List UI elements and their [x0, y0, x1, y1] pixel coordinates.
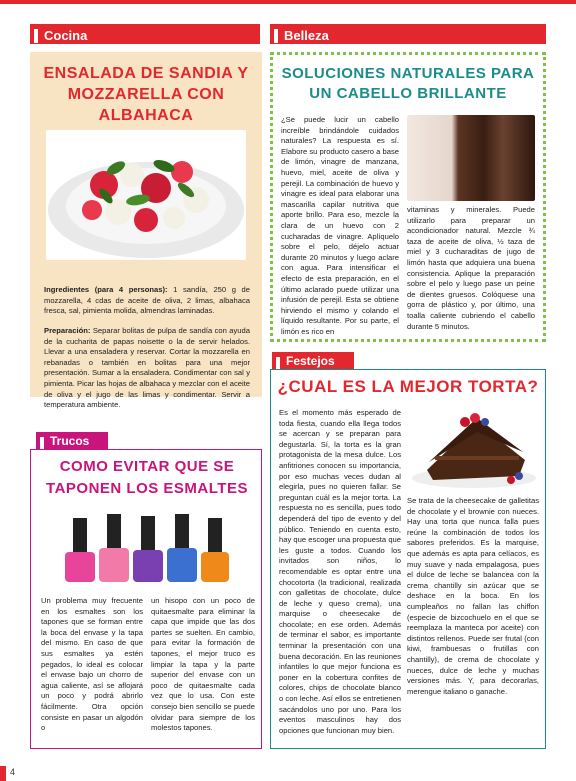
page-number-marker — [0, 766, 6, 781]
esmaltes-article — [30, 449, 262, 749]
section-label-cocina: Cocina — [44, 28, 88, 43]
cake-image — [407, 402, 541, 490]
nail-polish-image — [61, 508, 233, 586]
ingredients-text: 1 sandía, 250 g de mozzarella, 4 cdas de aceite de oliva, 2 limas, albahaca fresca, sal, pimienta molida, almendras laminadas. — [44, 285, 250, 316]
ensalada-ingredients — [44, 285, 250, 317]
cabello-col2: vitaminas y minerales. Puede utilizarlo para preparar un acondicionador natural. Mezcle ¾ taza de aceite de oliva, ½ taza de miel y 3 cucharaditas de jugo de limón hasta que adquiera una buena consistencia. Aplique la preparación sobre el pelo y luego pase un peine de dientes gruesos. Colóquese una gorra de plástico y, por último, una toalla caliente cubriendo el cabello durante 5 minutos. — [407, 205, 535, 331]
section-tab-belleza — [270, 24, 546, 44]
esmaltes-title: COMO EVITAR QUE SE TAPONEN LOS ESMALTES — [46, 458, 248, 497]
section-label-trucos: Trucos — [50, 434, 90, 448]
section-tab-cocina — [30, 24, 260, 44]
prep-label: Preparación: — [44, 326, 91, 335]
page-number: 4 — [10, 767, 16, 777]
section-tab-festejos — [272, 352, 354, 370]
cabello-title: SOLUCIONES NATURALES PARA UN CABELLO BRILLANTE — [281, 65, 535, 102]
section-label-belleza: Belleza — [284, 28, 329, 43]
page-number-bar — [0, 766, 576, 781]
torta-col2: Se trata de la cheesecake de galletitas de chocolate y el brownie con nueces. Hay una torta que nunca falla pues reúne la combinación de todos los sabores preferidos. Es la marquise, que además es apta para celíacos, es muy suave y nada empalagosa, pues el dulce de leche se balancea con la crema chantilly sin azúcar que se deshace en la boca. En los cumpleaños no fallan las chiffon (especie de bizcochuelo en el que se reemplaza la manteca por aceite) con distintos rellenos. Puede ser frutal (con kiwi, frambuesas o frutillas con chantilly), de crema de chocolate y nueces, dulce de leche y muchas versiones más. Y, para decorarlas, merengue italiano o ganache. — [407, 496, 539, 696]
ensalada-article — [30, 52, 262, 410]
esmaltes-col2: un hisopo con un poco de quitaesmalte para eliminar la capa que impide que las dos partes se suelten. En cambio, para evitar la formación de tapones, el mejor truco es limpiar la tapa y la parte superior del envase con un poco de quitaesmalte cada vez que lo usa. Con este consejo bien sencillo se puede olvidar para siempre de los molestos tapones. — [151, 596, 255, 733]
ensalada-preparation — [44, 326, 250, 411]
torta-title: ¿CUAL ES LA MEJOR TORTA? — [277, 377, 539, 396]
esmaltes-col1: Un problema muy frecuente en los esmaltes son los tapones que se forman entre la boca del envase y la tapa del mismo. En caso de que sus esmaltes ya estén pegados, lo ideal es colocar el envase bajo un chorro de agua caliente, así se aflojará un poco y podrá abrirlo fácilmente. Otra opción consiste en pasar un algodón o — [41, 596, 143, 733]
section-label-festejos: Festejos — [286, 354, 335, 368]
ingredients-label: Ingredientes (para 4 personas): — [44, 285, 168, 294]
ensalada-title: ENSALADA DE SANDIA Y MOZZARELLA CON ALBAHACA — [43, 65, 249, 124]
hair-image — [407, 115, 535, 201]
torta-article — [270, 369, 546, 749]
salad-plate-illustration — [46, 130, 246, 260]
prep-text: Separar bolitas de pulpa de sandía con ayuda de la cucharita de papas noisette o la de servir helados. Llevar a una ensaladera y reservar. Cortar la mozzarella en rebanadas o también en bolitas para una mejor presentación. Sumar a la ensaladera. Condimentar con sal y pimienta. Picar las hojas de albahaca y mezclar con el aceite de oliva y el jugo de las limas y condimentar. Servir a temperatura ambiente. — [44, 326, 250, 410]
cake-illustration — [407, 402, 541, 490]
cabello-article — [270, 52, 546, 342]
cabello-col1: ¿Se puede lucir un cabello increíble brindándole cuidados naturales? La respuesta es sí. Elabore su producto casero a base de limón, vinagre de manzana, huevo, miel, aceite de oliva y perejil. La combinación de huevo y vinagre es ideal para elaborar una mascarilla capilar nutritiva que aporte brillo. Para eso, mezcle la clara de un huevo con 2 cucharadas de vinagre. Aplíquelo sobre el pelo, déjelo actuar durante 20 minutos y luego aclare con agua. Para intensificar el efecto de esta preparación, en el último aclarado puede utilizar una infusión de perejil. Esta se obtiene hirviendo el mismo y colando el líquido resultante. Por su parte, el limón es rico en — [281, 115, 399, 336]
salad-image — [46, 130, 246, 260]
top-bar — [0, 0, 576, 4]
torta-col1: Es el momento más esperado de toda fiesta, cuando ella llega todos se acercan y se preparan para degustarla. Sí, la torta es la gran protagonista de la mesa dulce. Los anfitriones conocen su importancia, por eso muchas veces dudan al elegirla, pues no quieren fallar. Se preguntan cuál es la mejor torta. La respuesta no es sencilla, pues todo dependerá del tipo de evento y del público. Teniendo en cuenta esto, hay que escoger una propuesta que les guste a todos. Cuando los invitados son niños, lo recomendable es optar entre una chocotorta (la tradicional, realizada con galletitas de chocolate, dulce de leche y queso crema), una marquise o cheesecake de chocolate; en ese orden. Además de terminar el sabor, es importante terminar la presentación con una buena decoración. En las reuniones infantiles lo que mejor funciona es poner en la cobertura confites de colores, chips de chocolate blanco o con leche. Así ellos se entretienen sacándolos uno por uno. Para los eventos masculinos hay dos opciones que funcionan muy bien. — [279, 408, 401, 735]
section-tab-trucos — [36, 432, 108, 450]
nail-polish-illustration — [61, 508, 233, 586]
